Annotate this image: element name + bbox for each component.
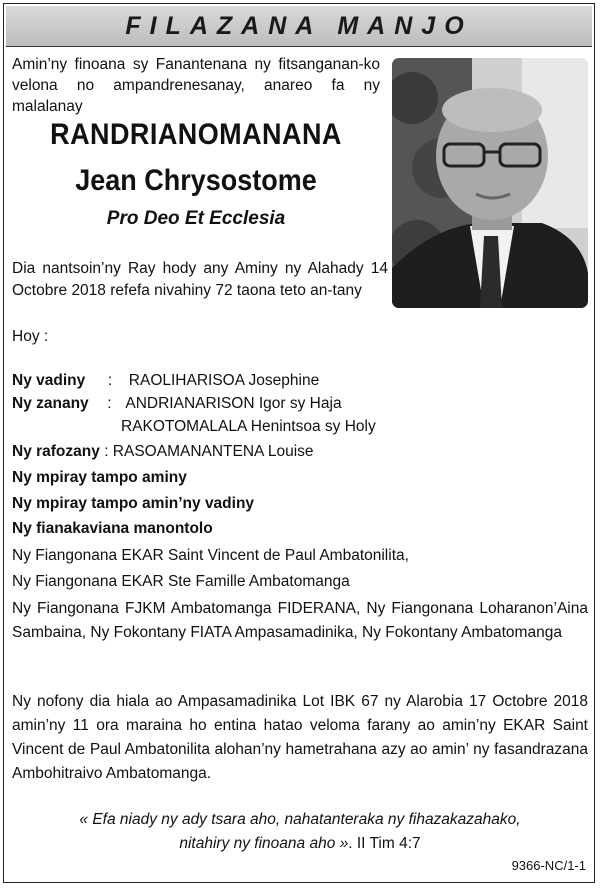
church-line-2: Ny Fiangonana EKAR Ste Famille Ambatomanga: [12, 573, 350, 590]
rafozany-label: Ny rafozany: [12, 443, 100, 460]
portrait-photo: [392, 58, 588, 308]
quote-reference: . II Tim 4:7: [348, 835, 421, 852]
church-line-3: Ny Fiangonana FJKM Ambatomanga FIDERANA, Ny Fiangonana Loharanon’Aina Sambaina, Ny Fokontany FIATA Ampasamadinika, Ny Fokontany Ambatomanga: [12, 600, 588, 641]
intro-text: Amin’ny finoana sy Fanantenana ny fitsanganan-ko velona no ampandrenesanay, anareo fa ny malalanay: [12, 56, 380, 115]
vadiny-label: Ny vadiny: [12, 372, 86, 389]
church-line-1: Ny Fiangonana EKAR Saint Vincent de Paul Ambatonilita,: [12, 547, 409, 564]
deceased-given-names: Jean Chrysostome: [75, 164, 317, 197]
fianakaviana: Ny fianakaviana manontolo: [12, 520, 213, 537]
reference-code: 9366-NC/1-1: [511, 858, 586, 873]
rafozany-value: : RASOAMANANTENA Louise: [104, 443, 314, 460]
notice-header: [6, 6, 592, 47]
vadiny-value: RAOLIHARISOA Josephine: [128, 372, 320, 389]
family-zanany-row: [12, 393, 342, 415]
bible-quote: [12, 808, 588, 856]
hoy-label: Hoy :: [12, 328, 49, 345]
family-vadiny-row: [12, 370, 319, 392]
family-rafozany-row: [12, 441, 314, 463]
zanany-value-2: RAKOTOMALALA Henintsoa sy Holy: [121, 418, 376, 435]
death-notice: Dia nantsoin’ny Ray hody any Aminy ny Alahady 14 Octobre 2018 refefa nivahiny 72 taona teto an-tany: [12, 260, 388, 299]
mpiray-tampo-vadiny: Ny mpiray tampo amin’ny vadiny: [12, 495, 255, 512]
deceased-surname: RANDRIANOMANANA: [50, 118, 342, 151]
funeral-details: Ny nofony dia hiala ao Ampasamadinika Lot IBK 67 ny Alarobia 17 Octobre 2018 amin’ny 11 ora maraina ho entina hatao veloma farany ao amin’ny EKAR Saint Vincent de Paul Ambatonilita alohan’ny hametrahana azy ao amin’ ny fasandrazana Ambohitraivo Ambatomanga.: [12, 693, 588, 782]
zanany-value-1: ANDRIANARISON Igor sy Haja: [125, 395, 342, 412]
quote-line-1: « Efa niady ny ady tsara aho, nahatanteraka ny fihazakazahako,: [79, 811, 521, 828]
deceased-motto: Pro Deo Et Ecclesia: [106, 208, 286, 229]
quote-line-2-wrap: [12, 832, 588, 856]
zanany-sep: :: [107, 395, 112, 412]
mpiray-tampo: Ny mpiray tampo aminy: [12, 469, 187, 486]
zanany-label: Ny zanany: [12, 395, 89, 412]
quote-line-2: nitahiry ny finoana aho »: [179, 835, 349, 852]
notice-title: FILAZANA MANJO: [125, 11, 473, 40]
vadiny-sep: :: [107, 372, 113, 389]
